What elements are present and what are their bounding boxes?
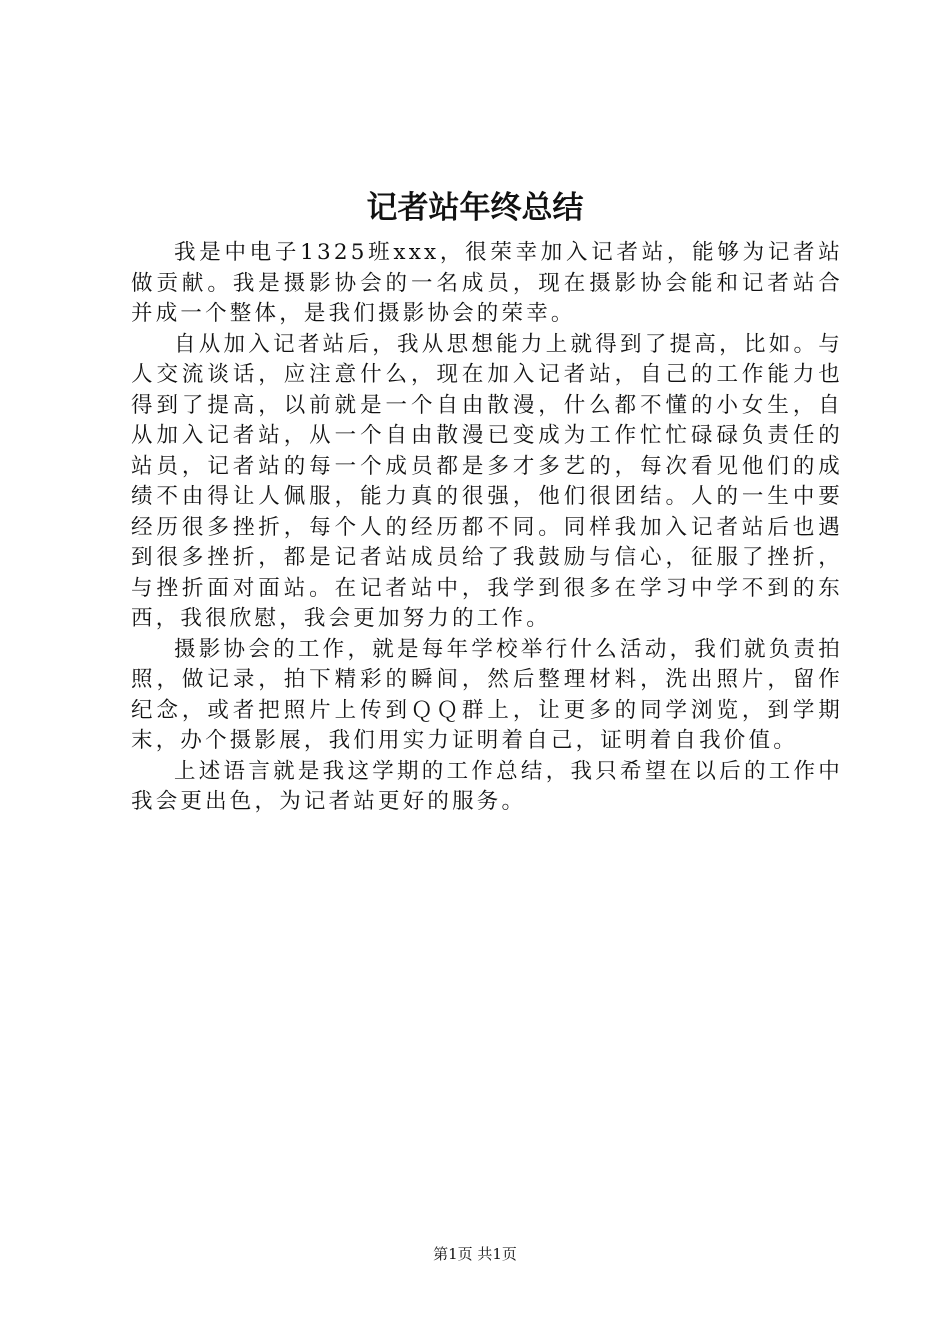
- page-footer: 第1页 共1页: [433, 1245, 517, 1263]
- paragraph-2: 自从加入记者站后，我从思想能力上就得到了提高，比如。与人交流谈话，应注意什么，现在加入记者站，自己的工作能力也得到了提高，以前就是一个自由散漫，什么都不懂的小女生，自从加入记者站，从一个自由散漫已变成为工作忙忙碌碌负责任的站员，记者站的每一个成员都是多才多艺的，每次看见他们的成绩不由得让人佩服，能力真的很强，他们很团结。人的一生中要经历很多挫折，每个人的经历都不同。同样我加入记者站后也遇到很多挫折，都是记者站成员给了我鼓励与信心，征服了挫折，与挫折面对面站。在记者站中，我学到很多在学习中学不到的东西，我很欣慰，我会更加努力的工作。: [131, 331, 843, 631]
- paragraph-3: 摄影协会的工作，就是每年学校举行什么活动，我们就负责拍照，做记录，拍下精彩的瞬间，然后整理材料，洗出照片，留作纪念，或者把照片上传到ＱＱ群上，让更多的同学浏览，到学期末，办个摄影展，我们用实力证明着自己，证明着自我价值。: [131, 636, 843, 753]
- paragraph-4: 上述语言就是我这学期的工作总结，我只希望在以后的工作中我会更出色，为记者站更好的服务。: [131, 758, 843, 814]
- document-title: 记者站年终总结: [366, 190, 584, 226]
- paragraph-1: 我是中电子1325班xxx，很荣幸加入记者站，能够为记者站做贡献。我是摄影协会的一名成员，现在摄影协会能和记者站合并成一个整体，是我们摄影协会的荣幸。: [131, 240, 843, 326]
- document-body: [131, 238, 843, 818]
